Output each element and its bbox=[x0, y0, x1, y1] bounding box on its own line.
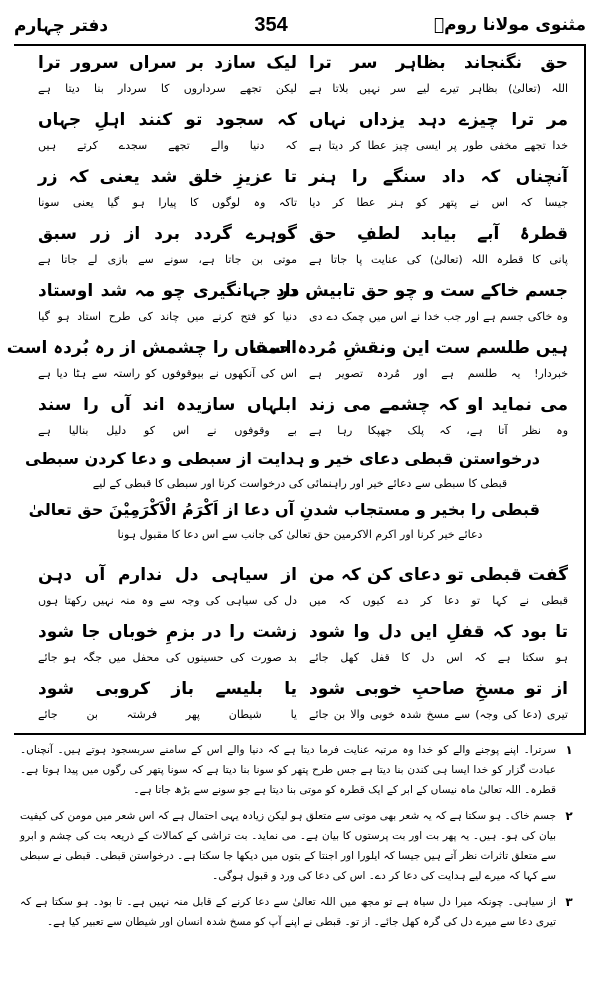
verse-translation: خدا تجھے مخفی طور پر ایسی چیز عطا کر دیتا ہے bbox=[309, 139, 568, 152]
verse-translation: لیکن تجھے سرداروں کا سردار بنا دیتا ہے bbox=[38, 82, 297, 95]
header-rule bbox=[14, 44, 586, 46]
verse-text: ابلہاں سازیدہ اند آں را سند bbox=[38, 395, 297, 415]
margin-rule bbox=[584, 44, 586, 733]
verse-pair bbox=[32, 221, 574, 278]
verse-translation: اس کی آنکھوں نے بیوقوفوں کو راستہ سے ہٹا دیا ہے bbox=[38, 367, 297, 380]
verse-translation: بے وقوفوں نے اس کو دلیل بنالیا ہے bbox=[38, 424, 297, 437]
verse-text: لیک سازد بر سراں سرور ترا bbox=[38, 53, 297, 73]
verse-text: ہیں طلسم ست این ونقشِ مُردہ است bbox=[250, 338, 568, 358]
verse-translation: وہ خاکی جسم ہے اور جب خدا نے اس میں چمک دے دی bbox=[309, 310, 568, 323]
verse-left bbox=[32, 50, 303, 107]
verse-translation: جیسا کہ اس نے پتھر کو ہنر عطا کر دیا bbox=[309, 196, 568, 209]
footnotes bbox=[20, 740, 582, 938]
verse-text: احمقاں را چشمش از رہ بُردہ است bbox=[6, 338, 297, 358]
verse-translation: وہ نظر آتا ہے، کہ پلک جھپکا رہا ہے bbox=[309, 424, 568, 437]
verse-text: از تو مسخِ صاحبِ خوبی شود bbox=[309, 679, 568, 699]
verse-pair bbox=[32, 676, 574, 733]
footnote-rule bbox=[14, 733, 586, 735]
verses-bottom bbox=[32, 562, 574, 733]
footnote bbox=[20, 806, 582, 886]
verse-right bbox=[303, 619, 574, 676]
verse-translation: پانی کا قطرہ اللہ (تعالیٰ) کی عنایت پا جاتا ہے bbox=[309, 253, 568, 266]
verse-pair bbox=[32, 392, 574, 449]
verse-text: یا بلیسے باز کروبی شود bbox=[38, 679, 297, 699]
verse-text: تا بود کہ قفلِ ایں دل وا شود bbox=[309, 622, 568, 642]
verse-translation: دنیا کو فتح کرنے میں چاند کی طرح استاد ہو گیا bbox=[38, 310, 297, 323]
verse-left bbox=[32, 278, 303, 335]
footnote-text: جسم خاک۔ ہو سکتا ہے کہ یہ شعر بھی موتی سے متعلق ہو لیکن زیادہ یہی احتمال ہے کہ اس شعر میں مومن کی کیفیت بیان کی ہو۔ ہیں۔ یہ پھر بت اور بت پرستوں کا بیان ہے۔ می نماید۔ بت تراشی کے کمالات کے ذریعہ بت کی چشم و ابرو سے متعلق تاثرات نظر آتے ہیں جیسا کہ ایلورا اور اجنتا کے بتوں میں دیکھا جا سکتا ہے۔ درخواستن قبطی۔ قبطی نے سبطی سے کہا کہ میرے لیے ہدایت کی دعا کر دے۔ اس کی دعا کی ورد و قبول ہوگی۔ bbox=[20, 810, 556, 882]
verses-top bbox=[6, 50, 574, 449]
verse-left bbox=[32, 221, 303, 278]
verse-translation: تیری (دعا کی وجہ) سے مسخ شدہ خوبی والا بن جائے bbox=[309, 708, 568, 721]
verse-pair bbox=[32, 278, 574, 335]
page-number: 354 bbox=[254, 13, 288, 36]
footnote-number: ۱ bbox=[565, 743, 573, 757]
verse-translation: قبطی نے کہا تو دعا کر دے کیوں کہ میں bbox=[309, 594, 568, 607]
verse-pair bbox=[32, 50, 574, 107]
verse-text: از سیاہی دل ندارم آں دہن bbox=[38, 565, 297, 585]
verse-text: زشت را در بزمِ خوباں جا شود bbox=[38, 622, 297, 642]
footnote bbox=[20, 892, 582, 932]
verse-translation: دل کی سیاہی کی وجہ سے وہ منہ نہیں رکھتا ہوں bbox=[38, 594, 297, 607]
page-header bbox=[14, 8, 586, 42]
verse-translation: خبردار! یہ طلسم ہے اور مُردہ تصویر ہے bbox=[309, 367, 568, 380]
verse-translation: بد صورت کی حسینوں کی محفل میں جگہ ہو جائے bbox=[38, 651, 297, 664]
footnote-number: ۲ bbox=[565, 809, 573, 823]
verse-right bbox=[303, 221, 574, 278]
verse-text: تا عزیزِ خلق شد یعنی کہ زر bbox=[38, 167, 297, 187]
verse-right bbox=[303, 164, 574, 221]
footnote-number: ۳ bbox=[565, 895, 573, 909]
verse-right bbox=[276, 278, 574, 335]
verse-pair bbox=[32, 107, 574, 164]
verse-left bbox=[32, 164, 303, 221]
verse-text: در جہانگیری چو مہ شد اوستاد bbox=[38, 281, 297, 301]
verse-left bbox=[32, 392, 303, 449]
footnote-text: از سیاہی۔ چونکہ میرا دل سیاہ ہے تو مجھ میں اللہ تعالیٰ سے دعا کرنے کے قابل منہ نہیں ہے۔ تا بود۔ ہو سکتا ہے کہ تیری دعا سے میرے دل کی گرہ کھل جائے۔ از تو۔ قبطی نے اپنے آپ کو مسخ شدہ انسان اور شیطان سے تعبیر کیا ہے۔ bbox=[20, 896, 556, 928]
verse-left bbox=[32, 107, 303, 164]
footnote-text: سرترا۔ اپنے پوجنے والے کو خدا وہ مرتبہ عنایت فرما دیتا ہے کہ دنیا والے اس کے سامنے سربسجود ہوتے ہیں۔ آنچناں۔ عبادت گزار کو خدا ایسا ہی کندن بنا دیتا ہے جس طرح پتھر کو سونا بنا دیتا ہے کہ سونا پتھر کی رگوں میں پیدا ہوتا ہے۔ قطرہ۔ اللہ تعالیٰ ماہ نیساں کے ابر کے ایک قطرہ کو موتی بنا دیتا ہے جو سونے سے بڑھ جاتا ہے۔ bbox=[20, 744, 556, 796]
verse-pair bbox=[6, 335, 574, 392]
verse-right bbox=[250, 335, 574, 392]
verse-text: آنچناں کہ داد سنگے را ہنر bbox=[309, 167, 568, 187]
verse-translation: یا شیطان پھر فرشتہ بن جائے bbox=[38, 708, 297, 721]
verse-text: مر ترا چیزے دہد یزداں نہاں bbox=[309, 110, 568, 130]
verse-right bbox=[303, 562, 574, 619]
footnote bbox=[20, 740, 582, 800]
part-title: دفتر چہارم bbox=[14, 15, 109, 36]
verse-left bbox=[6, 335, 303, 392]
verse-translation: اللہ (تعالیٰ) بظاہر تیرے لیے سر نہیں بلاتا ہے bbox=[309, 82, 568, 95]
verse-text: گوہرے گردد برد از زر سبق bbox=[38, 224, 297, 244]
verse-text: قطرۂ آبے بیابد لطفِ حق bbox=[309, 224, 568, 244]
verse-text: می نماید او کہ چشمے می زند bbox=[309, 395, 568, 415]
verse-text: کہ سجود تو کنند اہلِ جہاں bbox=[38, 110, 297, 130]
verse-left bbox=[32, 562, 303, 619]
heading-line-1: درخواستن قبطی دعای خیر و ہدایت از سبطی و دعا کردن سبطی bbox=[25, 449, 540, 468]
book-title: مثنوی مولانا رومؒ bbox=[433, 15, 586, 35]
verse-right bbox=[303, 50, 574, 107]
verse-translation: ہو سکتا ہے کہ اس دل کا قفل کھل جائے bbox=[309, 651, 568, 664]
section-heading bbox=[25, 446, 540, 548]
heading-translation-2: دعائے خیر کرنا اور اکرم الاکرمین حق تعالیٰ کی جانب سے اس دعا کا مقبول ہونا bbox=[117, 528, 483, 541]
verse-left bbox=[32, 676, 303, 733]
verse-text: حق نگنجاند بظاہر سر ترا bbox=[309, 53, 568, 73]
verse-translation: کہ دنیا والے تجھے سجدے کرتے ہیں bbox=[38, 139, 297, 152]
verse-right bbox=[303, 392, 574, 449]
verse-translation: تاکہ وہ لوگوں کا پیارا ہو گیا یعنی سونا bbox=[38, 196, 297, 209]
verse-right bbox=[303, 676, 574, 733]
verse-text: جسم خاکے ست و چو حق تابیش داد bbox=[276, 281, 568, 301]
verse-text: گفت قبطی تو دعای کن کہ من bbox=[309, 565, 568, 585]
heading-line-2: قبطی را بخیر و مستجاب شدنِ آں دعا از اَکْرَمُ الْاَکْرَمِیْنَ حق تعالیٰ bbox=[28, 500, 540, 519]
verse-left bbox=[32, 619, 303, 676]
verse-pair bbox=[32, 562, 574, 619]
verse-translation: موتی بن جاتا ہے، سونے سے بازی لے جاتا ہے bbox=[38, 253, 297, 266]
verse-pair bbox=[32, 164, 574, 221]
verse-pair bbox=[32, 619, 574, 676]
verse-right bbox=[303, 107, 574, 164]
heading-translation-1: قبطی کا سبطی سے دعائے خیر اور راہنمائی کی درخواست کرنا اور سبطی کا قبطی کے لیے bbox=[92, 477, 508, 490]
